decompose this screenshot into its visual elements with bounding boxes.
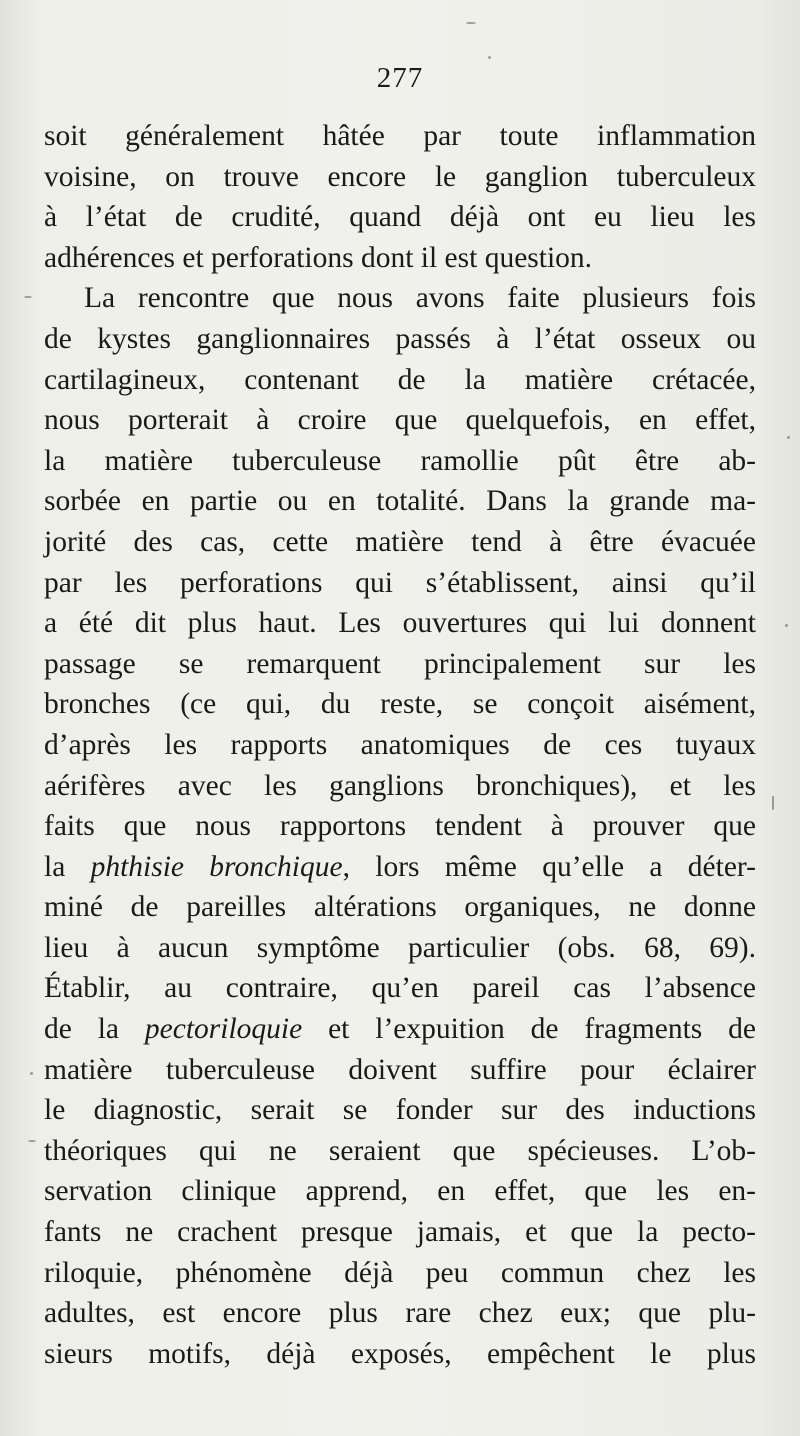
- text-line-28: [44, 1212, 756, 1253]
- paper-speck: [466, 22, 476, 24]
- text-line-19: [44, 847, 756, 888]
- text-run: la: [44, 850, 91, 883]
- text-line-14: [44, 644, 756, 685]
- text-line-2: [44, 157, 756, 198]
- paper-speck: [785, 624, 788, 627]
- text-line-20: [44, 887, 756, 928]
- text-run: matière tuberculeuse doivent suffire pour éclairer: [44, 1053, 756, 1086]
- text-line-9: [44, 441, 756, 482]
- text-run: voisine, on trouve encore le ganglion tuberculeux: [44, 160, 756, 193]
- text-line-10: [44, 481, 756, 522]
- text-line-25: [44, 1090, 756, 1131]
- text-line-4: [44, 238, 756, 279]
- text-run: cartilagineux, contenant de la matière crétacée,: [44, 363, 756, 396]
- paper-speck: [488, 56, 491, 59]
- text-run: servation clinique apprend, en effet, que les en-: [44, 1175, 756, 1208]
- text-line-27: [44, 1171, 756, 1212]
- text-run: la matière tuberculeuse ramollie pût être ab-: [44, 444, 756, 477]
- text-line-24: [44, 1050, 756, 1091]
- text-run: a été dit plus haut. Les ouvertures qui lui donnent: [44, 607, 756, 640]
- text-line-3: [44, 197, 756, 238]
- text-run: de kystes ganglionnaires passés à l’état osseux ou: [44, 322, 756, 355]
- text-line-17: [44, 766, 756, 807]
- text-run: adhérences et perforations dont il est question.: [44, 241, 593, 274]
- paper-speck: [28, 1140, 36, 1142]
- page-number: 277: [376, 62, 424, 94]
- text-run: La rencontre que nous avons faite plusieurs fois: [84, 282, 756, 315]
- body-text: [44, 116, 756, 1374]
- text-line-22: [44, 968, 756, 1009]
- paper-speck: [24, 296, 32, 298]
- text-run: passage se remarquent principalement sur les: [44, 647, 756, 680]
- text-line-31: [44, 1334, 756, 1375]
- text-line-7: [44, 360, 756, 401]
- text-run: nous porterait à croire que quelquefois, en effet,: [44, 404, 756, 437]
- text-run: sieurs motifs, déjà exposés, empêchent le plus: [44, 1337, 756, 1370]
- text-run: le diagnostic, serait se fonder sur des inductions: [44, 1094, 756, 1127]
- text-run: à l’état de crudité, quand déjà ont eu lieu les: [44, 201, 756, 234]
- text-line-12: [44, 563, 756, 604]
- text-run: sorbée en partie ou en totalité. Dans la grande ma-: [44, 485, 756, 518]
- text-line-8: [44, 400, 756, 441]
- text-line-18: [44, 806, 756, 847]
- italic-term: phthisie bronchique: [90, 850, 343, 883]
- text-line-11: [44, 522, 756, 563]
- text-line-15: [44, 684, 756, 725]
- text-run: jorité des cas, cette matière tend à être évacuée: [44, 525, 756, 558]
- text-line-5: [44, 278, 756, 319]
- text-run: et l’expuition de fragments de: [302, 1013, 756, 1046]
- text-run: fants ne crachent presque jamais, et que la pecto-: [44, 1216, 756, 1249]
- paper-speck: [787, 436, 790, 439]
- text-run: miné de pareilles altérations organiques, ne donne: [44, 891, 756, 924]
- text-run: bronches (ce qui, du reste, se conçoit aisément,: [44, 688, 756, 721]
- text-run: lieu à aucun symptôme particulier (obs. 68, 69).: [44, 931, 756, 964]
- italic-term: pectoriloquie: [144, 1013, 303, 1046]
- text-run: théoriques qui ne seraient que spécieuses. L’ob-: [44, 1134, 756, 1167]
- text-line-23: [44, 1009, 756, 1050]
- text-run: , lors même qu’elle a déter-: [342, 850, 756, 883]
- text-run: adultes, est encore plus rare chez eux; que plu-: [44, 1297, 756, 1330]
- text-run: de la: [44, 1013, 145, 1046]
- text-line-16: [44, 725, 756, 766]
- text-line-21: [44, 928, 756, 969]
- text-run: par les perforations qui s’établissent, ainsi qu’il: [44, 566, 756, 599]
- text-line-1: [44, 116, 756, 157]
- text-line-6: [44, 319, 756, 360]
- text-run: aérifères avec les ganglions bronchiques), et les: [44, 769, 756, 802]
- text-line-13: [44, 603, 756, 644]
- text-run: riloquie, phénomène déjà peu commun chez les: [44, 1256, 756, 1289]
- text-run: Établir, au contraire, qu’en pareil cas l’absence: [44, 972, 756, 1005]
- text-line-29: [44, 1253, 756, 1294]
- text-run: d’après les rapports anatomiques de ces tuyaux: [44, 728, 756, 761]
- text-line-26: [44, 1131, 756, 1172]
- paper-speck: [30, 1072, 33, 1075]
- text-line-30: [44, 1293, 756, 1334]
- text-run: faits que nous rapportons tendent à prouver que: [44, 810, 756, 843]
- text-run: soit généralement hâtée par toute inflammation: [44, 120, 756, 152]
- paper-speck: [772, 796, 774, 810]
